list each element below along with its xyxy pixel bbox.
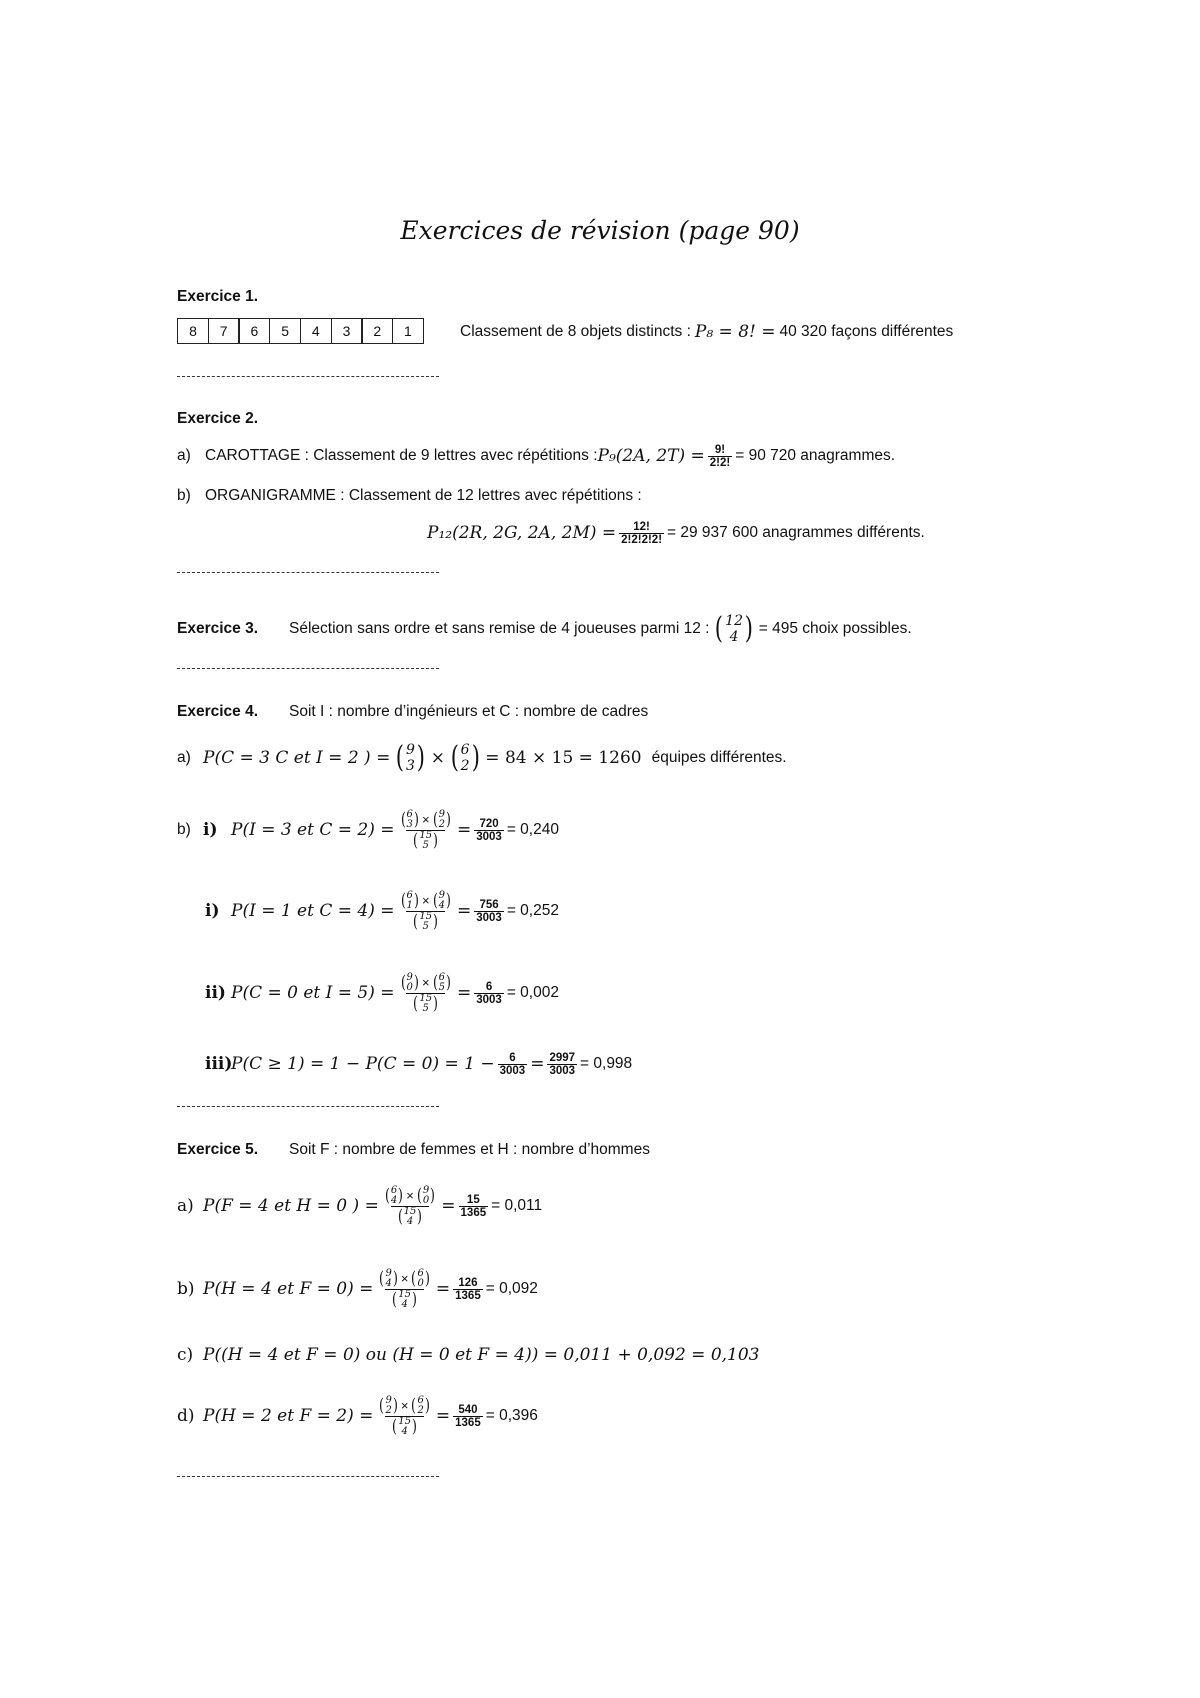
item-formula: P(F = 4 et H = 0 ) = [203,1196,379,1216]
item-result: = 0,252 [506,902,559,919]
combination-fraction: ( 9 0 ) × ( 6 5 ) ( 15 5 ) [400,971,451,1014]
box: 5 [269,318,301,344]
box: 6 [238,318,270,344]
ex3-binomial: ( 12 4 ) [715,611,753,646]
ex4-a-calc: = 84 × 15 = 1260 [485,748,642,768]
binom-top: 15 [419,829,433,841]
fraction [498,1052,528,1077]
ex4-heading-line [177,703,648,721]
item-formula: P(I = 1 et C = 4) = [231,901,395,921]
box: 2 [361,318,393,344]
fraction [453,1404,483,1429]
binom-bottom: 4 [438,899,445,911]
item-label: b) [177,1279,195,1299]
binomial: ( 6 2 ) [450,740,480,775]
binom-top: 6 [417,1267,424,1279]
binom-bottom: 1 [406,899,413,911]
binom-bottom: 5 [422,920,429,932]
binom-bottom: 2 [417,1404,424,1416]
separator [177,1106,439,1107]
binom-bottom: 4 [390,1194,398,1206]
ex2-a-fraction [708,444,732,469]
binom-top: 6 [417,1394,424,1406]
item-formula: P(H = 2 et F = 2) = [203,1406,374,1426]
box: 7 [208,318,240,344]
numerator: 540 [458,1403,478,1416]
ex3-result: = 495 choix possibles. [758,620,912,637]
item-formula: P(I = 3 et C = 2) = [231,820,395,840]
ex2-b-formula-line [427,516,925,550]
binom-bottom: 2 [438,818,445,830]
iii-result: = 0,998 [580,1055,633,1072]
ex4-b-iii: iii) P(C ≥ 1) = 1 − P(C = 0) = 1 − $\frac{6}{3003}$ = $\frac{2997}{3003}$ = 0,998 [205,1051,633,1077]
binom-bottom: 3 [406,758,415,774]
ex3-line [177,610,912,648]
binom-bottom: 4 [385,1277,392,1289]
iii-formula: P(C ≥ 1) = 1 − P(C = 0) = 1 − [231,1054,495,1074]
separator [177,668,439,669]
denominator: 3003 [476,830,502,843]
item-label: i) [203,820,218,840]
binom-bottom: 5 [422,1002,429,1014]
binom-top: 6 [438,971,445,983]
item-result: = 0,396 [485,1407,538,1424]
binomial: ( 9 3 ) [396,740,425,775]
binom-bottom: 3 [406,818,413,830]
binom-top: 9 [385,1394,392,1406]
ex2-b-result: = 29 937 600 anagrammes différents. [667,524,925,541]
item-result: = 0,240 [506,821,559,838]
fraction [459,1194,489,1219]
box: 1 [392,318,424,344]
numerator: 12! [633,520,650,533]
item-label: d) [177,1406,195,1426]
denominator: 3003 [476,993,502,1006]
ex2-a-text: CAROTTAGE : Classement de 9 lettres avec répétitions : [205,447,598,464]
combination-fraction: ( 6 1 ) × ( 9 4 ) ( 15 5 ) [400,889,451,932]
binom-bottom: 0 [406,981,413,993]
ex2-b-fraction [619,521,664,546]
binom-top: 15 [419,992,433,1004]
item-result: = 0,092 [485,1280,538,1297]
ex2-b [177,487,642,505]
binom-bottom: 5 [438,981,445,993]
ex2-a [177,441,895,471]
ex2-a-result: = 90 720 anagrammes. [735,447,896,464]
fraction [474,899,504,924]
item-label: i) [205,901,220,921]
ex5-b: b) P(H = 4 et F = 0) = ( 9 4 ) × ( 6 0 ) ( 15 4 ) = $\frac{126}{1365}$ = 0,092 [177,1267,538,1310]
fraction [453,1277,483,1302]
item-label: ii) [205,983,226,1003]
binom-top: 15 [398,1415,412,1427]
binom-bottom: 4 [401,1425,408,1437]
ex4-b-i2: i) P(I = 1 et C = 4) = ( 6 1 ) × ( 9 4 ) ( 15 5 ) = $\frac{756}{3003}$ = 0,252 [205,889,559,932]
denominator: 2!2!2!2! [621,533,663,546]
ex2-b-text: ORGANIGRAMME : Classement de 12 lettres avec répétitions : [205,487,642,504]
fraction [547,1052,577,1077]
binom-top: 9 [385,1267,392,1279]
item-label: iii) [205,1054,233,1074]
ex5-c [177,1337,760,1373]
ex4-a: a) P(C = 3 C et I = 2 ) = ( 9 3 ) × ( 6 2 ) = 84 × 15 = 1260 équipes différentes. [177,740,787,775]
ex4-a-formula: P(C = 3 C et I = 2 ) = [203,748,391,768]
binom-bottom: 5 [422,839,429,851]
binom-bottom: 4 [401,1298,408,1310]
ex1-formula: P₈ = 8! = [694,322,776,342]
denominator: 1365 [455,1416,481,1429]
binom-bottom: 2 [460,758,470,774]
binom-top: 9 [438,889,445,901]
binom-bottom: 2 [385,1404,392,1416]
numerator: 2997 [549,1051,576,1064]
ex1-heading: Exercice 1. [177,288,259,305]
binom-top: 6 [460,742,470,758]
ex4-intro: Soit I : nombre d’ingénieurs et C : nombre de cadres [289,703,649,720]
item-result: = 0,011 [491,1197,543,1214]
item-label: a) [177,1196,194,1216]
numerator: 9! [714,443,726,456]
ex5-heading-line [177,1141,650,1159]
binom-bottom: 4 [406,1215,414,1227]
binom-bottom: 4 [729,629,739,645]
numerator: 6 [509,1051,516,1064]
denominator: 1365 [455,1289,481,1302]
binom-bottom: 0 [422,1194,430,1206]
separator [177,376,439,377]
ex4-a-result: équipes différentes. [651,749,787,766]
ex5-d: d) P(H = 2 et F = 2) = ( 9 2 ) × ( 6 2 ) ( 15 4 ) = $\frac{540}{1365}$ = 0,396 [177,1394,538,1437]
denominator: 1365 [460,1206,487,1219]
box: 8 [177,318,209,344]
combination-fraction: ( 6 3 ) × ( 9 2 ) ( 15 5 ) [400,808,451,851]
denominator: 3003 [476,911,502,924]
denominator: 3003 [549,1064,576,1077]
ex1-result: 40 320 façons différentes [779,323,954,340]
ex4-b-i: b) i) P(I = 3 et C = 2) = ( 6 3 ) × ( 9 2 ) ( 15 5 ) = $\frac{720}{3003}$ = 0,240 [177,808,559,851]
box: 3 [331,318,363,344]
ex4-heading: Exercice 4. [177,703,259,720]
binom-top: 9 [406,742,415,758]
binom-bottom: 0 [417,1277,424,1289]
ex2-a-formula: P₉(2A, 2T) = [597,446,705,466]
c-formula: P((H = 4 et F = 0) ou (H = 0 et F = 4)) = 0,011 + 0,092 = 0,103 [203,1345,760,1365]
ex5-heading: Exercice 5. [177,1141,259,1158]
ex4-a-label: a) [177,749,191,766]
ex2-a-label: a) [177,447,191,464]
binom-top: 12 [725,613,743,629]
binom-top: 9 [422,1184,430,1196]
denominator: 3003 [499,1064,526,1077]
binom-top: 6 [390,1184,398,1196]
item-formula: P(H = 4 et F = 0) = [203,1279,374,1299]
ex5-intro: Soit F : nombre de femmes et H : nombre d’hommes [289,1141,650,1158]
numerator: 720 [479,817,499,830]
item-label: c) [177,1345,194,1365]
page-title: Exercices de révision (page 90) [400,216,800,245]
binom-top: 15 [419,910,433,922]
binom-top: 6 [406,889,413,901]
ex2-heading: Exercice 2. [177,410,259,427]
fraction [474,818,504,843]
ex4-b-label: b) [177,821,191,838]
denominator: 2!2! [709,456,731,469]
ex2-b-label: b) [177,487,191,504]
ex1-boxes [177,318,423,344]
separator [177,572,439,573]
combination-fraction: ( 9 4 ) × ( 6 0 ) ( 15 4 ) [379,1267,430,1310]
binom-top: 6 [406,808,413,820]
ex3-heading: Exercice 3. [177,620,259,637]
ex3-text: Sélection sans ordre et sans remise de 4 joueuses parmi 12 : [289,620,710,637]
item-result: = 0,002 [506,984,559,1001]
binom-top: 15 [403,1205,417,1217]
binom-top: 9 [406,971,413,983]
fraction [474,981,504,1006]
numerator: 126 [458,1276,478,1289]
box: 4 [300,318,332,344]
item-formula: P(C = 0 et I = 5) = [231,983,395,1003]
separator [177,1476,439,1477]
numerator: 15 [466,1193,480,1206]
numerator: 6 [485,980,493,993]
ex4-b-ii: ii) P(C = 0 et I = 5) = ( 9 0 ) × ( 6 5 ) ( 15 5 ) = $\frac{6}{3003}$ = 0,002 [205,971,559,1014]
combination-fraction: ( 9 2 ) × ( 6 2 ) ( 15 4 ) [379,1394,430,1437]
combination-fraction: ( 6 4 ) × ( 9 0 ) ( 15 4 ) [384,1184,436,1227]
ex5-a: a) P(F = 4 et H = 0 ) = ( 6 4 ) × ( 9 0 ) ( 15 4 ) = $\frac{15}{1365}$ = 0,011 [177,1184,543,1227]
numerator: 756 [479,898,499,911]
ex1-line [460,322,953,342]
ex2-b-formula: P₁₂(2R, 2G, 2A, 2M) = [427,523,617,543]
binom-top: 15 [398,1288,412,1300]
binom-top: 9 [438,808,445,820]
ex1-text: Classement de 8 objets distincts : [460,323,691,340]
